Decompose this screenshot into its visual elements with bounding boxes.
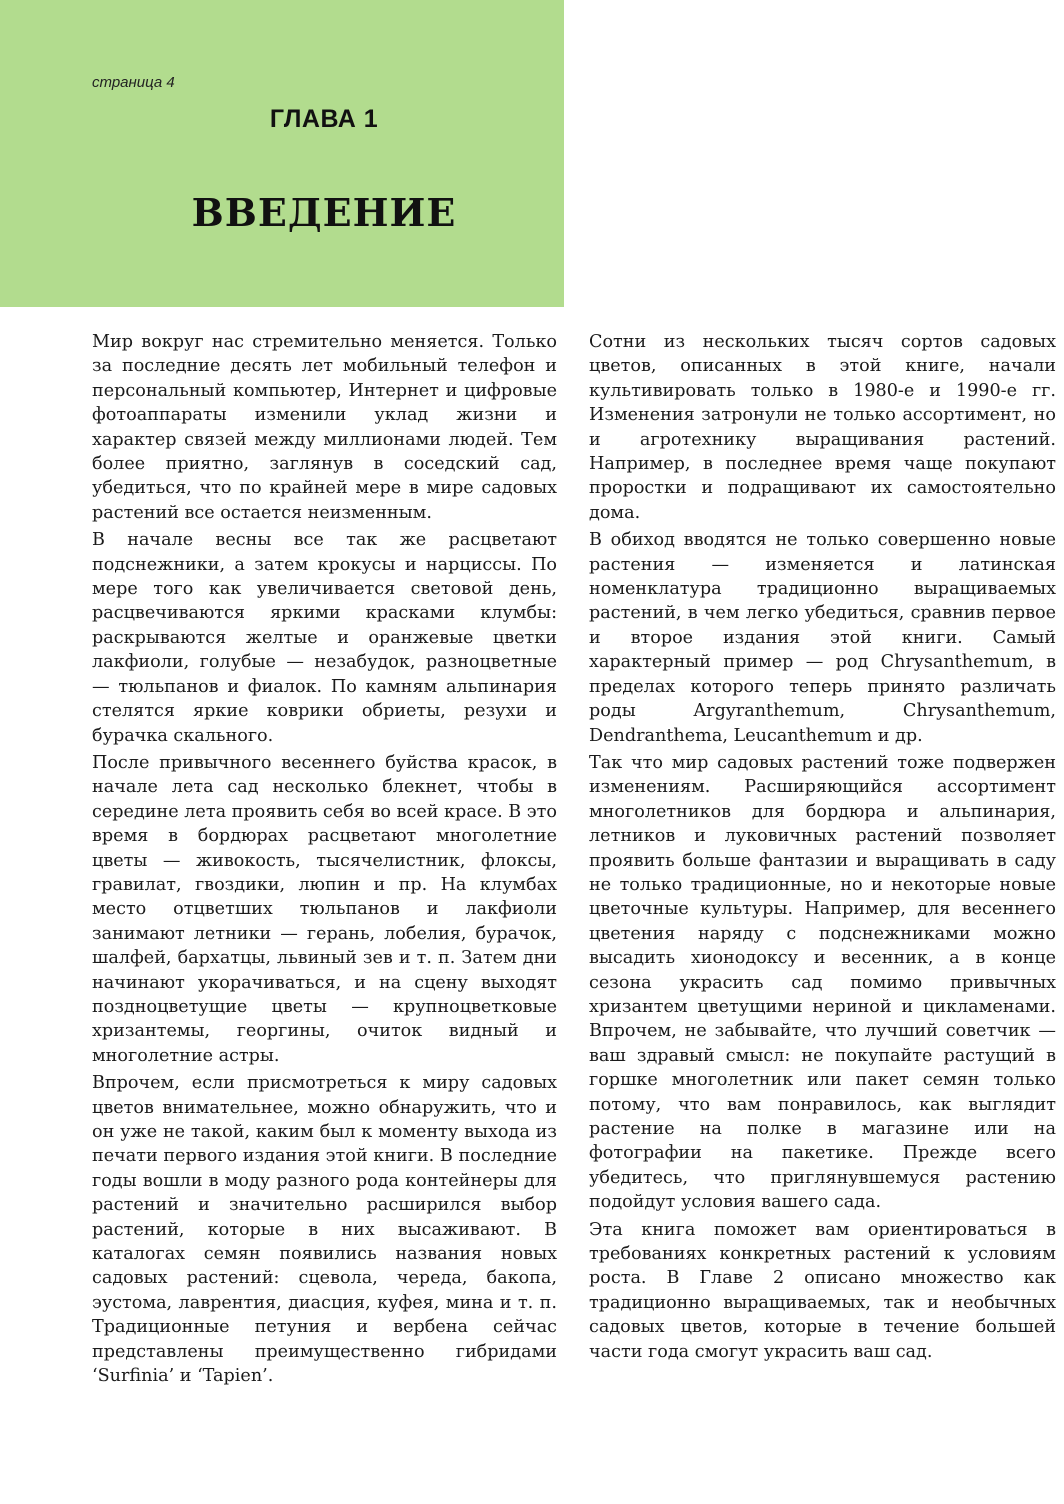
paragraph: В начале весны все так же расцветают подснежники, а затем крокусы и нарциссы. По мере того как увеличивается световой день, расцвечиваются яркими красками клумбы: раскрываются желтые и оранжевые цветки лакфиоли, голубые — незабудок, разноцветные — тюльпанов и фиалок. По камням альпинария стелятся яркие коврики обриеты, резухи и бурачка скального.: [92, 530, 557, 746]
paragraph: Впрочем, если присмотреться к миру садовых цветов внимательнее, можно обнаружить, что и он уже не такой, каким был к моменту выхода из печати первого издания этой книги. В последние годы вошли в моду разного рода контейнеры для растений и значительно расширился выбор растений, которые в них высаживают. В каталогах семян появились названия новых садовых растений: сцевола, череда, бакопа, эустома, лаврентия, диасция, куфея, мина и т. п. Традиционные петуния и вербена сейчас представлены преимущественно гибридами ‘Surfinia’ и ‘Tapien’.: [92, 1073, 557, 1387]
chapter-header-block: [0, 0, 564, 307]
paragraph: Эта книга поможет вам ориентироваться в требованиях конкретных растений к условиям роста. В Главе 2 описано множество как традиционно выращиваемых, так и необычных садовых цветов, которые в течение большей части года смогут украсить ваш сад.: [589, 1219, 1056, 1362]
paragraph: После привычного весеннего буйства красок, в начале лета сад несколько блекнет, чтобы в середине лета проявить себя во всей красе. В это время в бордюрах расцветают многолетние цветы — живокость, тысячелистник, флоксы, гравилат, гвоздики, люпин и пр. На клумбах место отцветших тюльпанов и лакфиоли занимают летники — герань, лобелия, бурачок, шалфей, бархатцы, львиный зев и т. п. Затем дни начинают укорачиваться, и на сцену выходят поздноцветущие цветы — крупноцветковые хризантемы, георгины, очиток видный и многолетние астры.: [92, 752, 557, 1066]
paragraph: Мир вокруг нас стремительно меняется. Только за последние десять лет мобильный телефон и персональный компьютер, Интернет и цифровые фотоаппараты изменили уклад жизни и характер связей между миллионами людей. Тем более приятно, заглянув в соседский сад, убедиться, что по крайней мере в мире садовых растений все остается неизменным.: [92, 332, 557, 523]
page-label: страница 4: [92, 74, 175, 91]
paragraph: В обиход вводятся не только совершенно новые растения — изменяется и латинская номенклатура традиционно выращиваемых растений, в чем легко убедиться, сравнив первое и второе издания этой книги. Самый характерный пример — род Chrysanthemum, в пределах которого теперь принято различать роды Argyranthemum, Chrysanthemum, Dendranthema, Leucanthemum и др.: [589, 530, 1056, 746]
text-column-left: [92, 330, 557, 1500]
chapter-title: ВВЕДЕНИЕ: [191, 190, 457, 235]
chapter-label: ГЛАВА 1: [269, 105, 379, 133]
paragraph: Сотни из нескольких тысяч сортов садовых цветов, описанных в этой книге, начали культивировать только в 1980-е и 1990-е гг. Изменения затронули не только ассортимент, но и агротехнику выращивания растений. Например, в последнее время чаще покупают проростки и подращивают их самостоятельно дома.: [589, 332, 1056, 523]
paragraph: Так что мир садовых растений тоже подвержен изменениям. Расширяющийся ассортимент многолетников для бордюра и альпинария, летников и луковичных растений позволяет проявить больше фантазии и выращивать в саду не только традиционные, но и некоторые новые цветочные культуры. Например, для весеннего цветения наряду с подснежниками можно высадить хионодоксу и весенник, а в конце сезона украсить сад помимо привычных хризантем цветущими нериной и цикламенами. Впрочем, не забывайте, что лучший советчик — ваш здравый смысл: не покупайте растущий в горшке многолетник или пакет семян только потому, что вам понравилось, как выглядит растение на полке в магазине или на фотографии на пакетике. Прежде всего убедитесь, что приглянувшемуся растению подойдут условия вашего сада.: [589, 752, 1056, 1213]
text-column-right: [589, 330, 1056, 1500]
